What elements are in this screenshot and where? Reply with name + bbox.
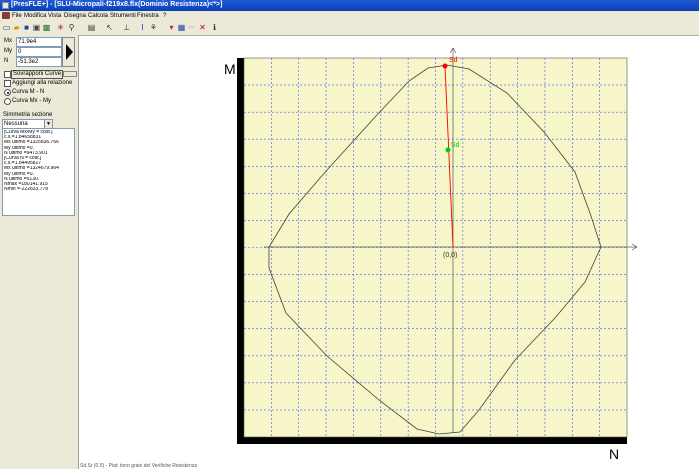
result-line: N ultimo =5130. — [4, 176, 40, 182]
open-icon[interactable]: ▰ — [13, 23, 20, 32]
my-label: My — [4, 48, 12, 54]
print-icon[interactable]: ▣ — [32, 23, 41, 32]
document-icon[interactable] — [2, 12, 10, 19]
result-line: Nmax =180141.915 — [4, 182, 48, 188]
menu-strumenti[interactable]: Strumenti — [110, 13, 136, 19]
section-icon[interactable]: ⊥ — [123, 23, 130, 32]
small-options-button[interactable] — [63, 71, 77, 77]
sr-point — [443, 64, 448, 69]
add-report-checkbox[interactable] — [4, 80, 11, 87]
menu-disegna[interactable]: Disegna — [64, 13, 87, 19]
result-line: [Curva N = cost.] — [4, 156, 42, 162]
insert-icon[interactable]: I — [141, 23, 144, 32]
result-line: Nmin =-222833.778 — [4, 187, 49, 193]
menu-vista[interactable]: Vista — [48, 13, 62, 19]
measure-icon[interactable]: ↖ — [106, 23, 113, 32]
curve-mxmy-radio[interactable] — [4, 98, 11, 105]
curve-mxmy-label: Curva Mx - My — [12, 98, 51, 104]
menu-help[interactable]: ? — [163, 13, 167, 19]
result-line: N ultimo =9473.901 — [4, 150, 48, 156]
overlay-curves-label[interactable]: Sovrapponi Curve — [13, 71, 62, 77]
mx-label: Mx — [4, 38, 12, 44]
mx-field[interactable]: 71.9e4 — [16, 37, 62, 47]
result-line: My ultimo =0. — [4, 145, 34, 151]
play-arrow-icon — [66, 44, 73, 60]
frame-bottom-edge — [237, 437, 627, 444]
m-axis-label: M — [224, 61, 236, 77]
frame-left-edge — [237, 58, 244, 444]
my-field[interactable]: 0 — [16, 47, 62, 57]
results-box[interactable] — [2, 128, 75, 216]
n-label: N — [4, 58, 9, 64]
result-line: Mx ultimo =1324679.964 — [4, 166, 59, 172]
title-bar — [0, 0, 699, 11]
n-field[interactable]: -51.3e2 — [16, 57, 62, 67]
scale-icon[interactable]: ▤ — [87, 23, 96, 32]
menu-bar — [0, 11, 699, 21]
asterisk-icon[interactable]: ✳ — [57, 23, 64, 32]
sr-point-label: Sd — [449, 57, 458, 64]
overlay-curves-checkbox[interactable] — [4, 71, 11, 78]
add-report-label: Aggiungi alla relazione — [12, 80, 73, 86]
window-title: [PresFLE+] - [SLU-Micropali-f219x8.flx(Dominio Resistenza)<*>] — [11, 1, 223, 8]
delete-icon[interactable]: ✕ — [199, 23, 206, 32]
zoom-icon[interactable]: ⚲ — [68, 23, 75, 32]
status-bar: Sd,Sr (0.5) - Piat: tono grani dei Verifiche Resistenza — [80, 463, 198, 469]
menu-finestra[interactable]: Finestra — [137, 13, 159, 19]
chevron-down-icon[interactable]: ▼ — [44, 120, 52, 128]
save-icon[interactable]: ■ — [24, 23, 29, 32]
sd-point-label: Sd — [451, 142, 460, 149]
result-line: Mx ultimo =1325836.766 — [4, 140, 59, 146]
new-icon[interactable]: ▭ — [2, 23, 11, 32]
compute-button[interactable] — [62, 37, 75, 67]
result-line: c.s.=1.84658831 — [4, 135, 42, 141]
app-icon[interactable] — [2, 2, 9, 9]
info-icon[interactable]: ℹ — [212, 23, 217, 32]
result-line: c.s.=1.84495817 — [4, 161, 42, 167]
toolbar — [0, 21, 699, 36]
menu-calcola[interactable]: Calcola — [88, 13, 109, 19]
sd-point — [446, 148, 451, 153]
menu-file[interactable]: File — [12, 13, 22, 19]
export-icon[interactable]: ▩ — [42, 23, 51, 32]
cut-icon[interactable]: ✂ — [188, 23, 195, 32]
result-line: My ultimo =0. — [4, 171, 34, 177]
result-line: [Curva Mx/My = cost.] — [4, 130, 53, 135]
symmetry-value: Nessuna — [4, 121, 28, 127]
left-panel — [0, 35, 79, 469]
node-icon[interactable]: ⚘ — [149, 23, 158, 32]
chart-area[interactable] — [79, 36, 699, 463]
curve-mn-label: Curva M - N — [12, 89, 45, 95]
grid-icon[interactable]: ▦ — [177, 23, 186, 32]
symmetry-label: Simmetria sezione — [3, 112, 53, 118]
menu-modifica[interactable]: Modifica — [24, 13, 47, 19]
filter-icon[interactable]: ▾ — [169, 23, 174, 32]
origin-label: (0,0) — [443, 252, 458, 259]
interaction-domain-chart[interactable] — [79, 36, 699, 463]
n-axis-label: N — [609, 446, 620, 462]
curve-mn-radio[interactable] — [4, 89, 11, 96]
